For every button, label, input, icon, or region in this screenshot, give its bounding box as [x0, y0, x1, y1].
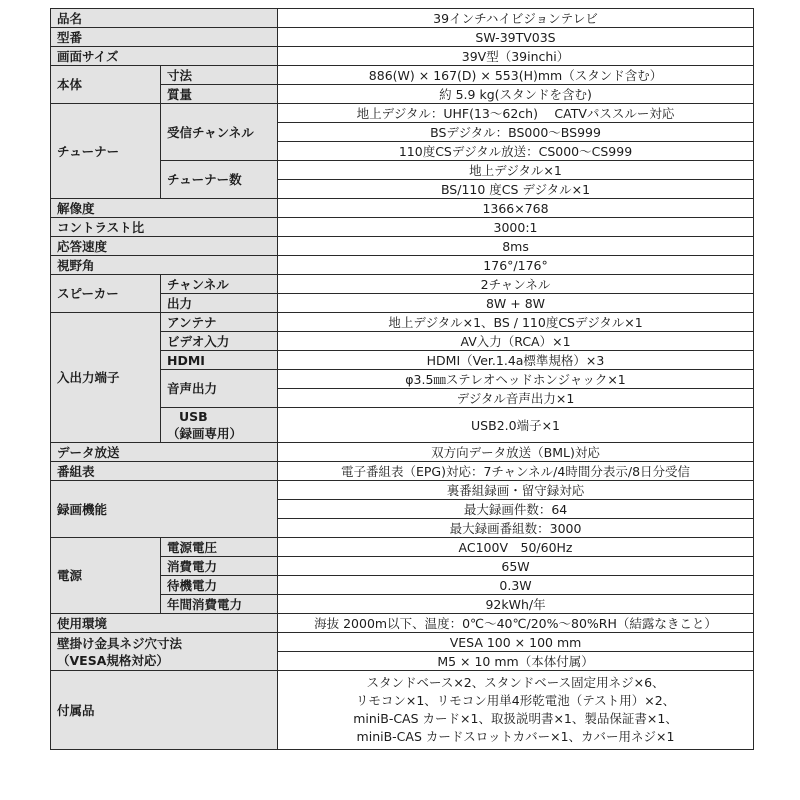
row-accessories: [51, 671, 754, 750]
video-in-label: ビデオ入力: [161, 332, 278, 351]
accessories-line: スタンドベース×2、スタンドベース固定用ネジ×6、: [366, 675, 665, 690]
tuner-channels-value: 110度CSデジタル放送：CS000〜CS999: [278, 142, 754, 161]
tuner-count-label: チューナー数: [161, 161, 278, 199]
speaker-channels-value: 2チャンネル: [278, 275, 754, 294]
recording-value: 最大録画番組数：3000: [278, 519, 754, 538]
row-contrast: [51, 218, 754, 237]
contrast-label: コントラスト比: [51, 218, 278, 237]
row-tuner-channels-1: [51, 104, 754, 123]
accessories-label: 付属品: [51, 671, 278, 750]
audio-out-value: デジタル音声出力×1: [278, 389, 754, 408]
hdmi-value: HDMI（Ver.1.4a標準規格）×3: [278, 351, 754, 370]
tuner-channels-label: 受信チャンネル: [161, 104, 278, 161]
antenna-label: アンテナ: [161, 313, 278, 332]
wall-mount-label-line: 壁掛け金具ネジ穴寸法: [57, 635, 183, 651]
recording-value: 最大録画件数：64: [278, 500, 754, 519]
standby-value: 0.3W: [278, 576, 754, 595]
speaker-output-value: 8W + 8W: [278, 294, 754, 313]
consumption-label: 消費電力: [161, 557, 278, 576]
screen-size-label: 画面サイズ: [51, 47, 278, 66]
row-power-voltage: [51, 538, 754, 557]
standby-label: 待機電力: [161, 576, 278, 595]
usb-label-line: （録画専用）: [167, 426, 243, 441]
accessories-line: miniB-CAS カード×1、取扱説明書×1、製品保証書×1、: [353, 711, 678, 726]
body-label: 本体: [51, 66, 161, 104]
speaker-output-label: 出力: [161, 294, 278, 313]
audio-out-label: 音声出力: [161, 370, 278, 408]
environment-label: 使用環境: [51, 614, 278, 633]
voltage-value: AC100V 50/60Hz: [278, 538, 754, 557]
video-in-value: AV入力（RCA）×1: [278, 332, 754, 351]
viewing-angle-label: 視野角: [51, 256, 278, 275]
speaker-label: スピーカー: [51, 275, 161, 313]
wall-mount-value: M5 × 10 mm（本体付属）: [278, 652, 754, 671]
spec-table: [50, 8, 754, 750]
contrast-value: 3000:1: [278, 218, 754, 237]
tuner-channels-value: BSデジタル：BS000〜BS999: [278, 123, 754, 142]
accessories-value: [278, 671, 754, 750]
resolution-label: 解像度: [51, 199, 278, 218]
screen-size-value: 39V型（39inchi）: [278, 47, 754, 66]
weight-value: 約 5.9 kg(スタンドを含む): [278, 85, 754, 104]
accessories-line: miniB-CAS カードスロットカバー×1、カバー用ネジ×1: [356, 729, 675, 744]
wall-mount-label: [51, 633, 278, 671]
row-io-antenna: [51, 313, 754, 332]
annual-label: 年間消費電力: [161, 595, 278, 614]
accessories-line: リモコン×1、リモコン用単4形乾電池（テスト用）×2、: [355, 693, 676, 708]
row-wall-mount-1: [51, 633, 754, 652]
consumption-value: 65W: [278, 557, 754, 576]
row-response: [51, 237, 754, 256]
response-label: 応答速度: [51, 237, 278, 256]
hdmi-label: HDMI: [161, 351, 278, 370]
data-broadcast-value: 双方向データ放送（BML)対応: [278, 443, 754, 462]
row-model: [51, 28, 754, 47]
response-value: 8ms: [278, 237, 754, 256]
usb-label-line: USB: [179, 409, 208, 424]
io-label: 入出力端子: [51, 313, 161, 443]
data-broadcast-label: データ放送: [51, 443, 278, 462]
environment-value: 海抜 2000m以下、温度：0℃〜40℃/20%〜80%RH（結露なきこと）: [278, 614, 754, 633]
audio-out-value: φ3.5㎜ステレオヘッドホンジャック×1: [278, 370, 754, 389]
recording-value: 裏番組録画・留守録対応: [278, 481, 754, 500]
model-label: 型番: [51, 28, 278, 47]
resolution-value: 1366×768: [278, 199, 754, 218]
row-product-name: [51, 9, 754, 28]
speaker-channels-label: チャンネル: [161, 275, 278, 294]
antenna-value: 地上デジタル×1、BS / 110度CSデジタル×1: [278, 313, 754, 332]
epg-value: 電子番組表（EPG)対応：7チャンネル/4時間分表示/8日分受信: [278, 462, 754, 481]
row-speaker-channels: [51, 275, 754, 294]
annual-value: 92kWh/年: [278, 595, 754, 614]
row-resolution: [51, 199, 754, 218]
tuner-label: チューナー: [51, 104, 161, 199]
row-data-broadcast: [51, 443, 754, 462]
row-environment: [51, 614, 754, 633]
usb-value: USB2.0端子×1: [278, 408, 754, 443]
wall-mount-value: VESA 100 × 100 mm: [278, 633, 754, 652]
power-label: 電源: [51, 538, 161, 614]
model-value: SW-39TV03S: [278, 28, 754, 47]
epg-label: 番組表: [51, 462, 278, 481]
tuner-channels-value: 地上デジタル：UHF(13〜62ch) CATVパススルー対応: [278, 104, 754, 123]
product-name-label: 品名: [51, 9, 278, 28]
row-body-dimensions: [51, 66, 754, 85]
tuner-count-value: 地上デジタル×1: [278, 161, 754, 180]
voltage-label: 電源電圧: [161, 538, 278, 557]
recording-label: 録画機能: [51, 481, 278, 538]
dimensions-value: 886(W) × 167(D) × 553(H)mm（スタンド含む）: [278, 66, 754, 85]
product-name-value: 39インチハイビジョンテレビ: [278, 9, 754, 28]
row-screen-size: [51, 47, 754, 66]
usb-label: [161, 408, 278, 443]
dimensions-label: 寸法: [161, 66, 278, 85]
weight-label: 質量: [161, 85, 278, 104]
row-epg: [51, 462, 754, 481]
viewing-angle-value: 176°/176°: [278, 256, 754, 275]
tuner-count-value: BS/110 度CS デジタル×1: [278, 180, 754, 199]
row-recording-1: [51, 481, 754, 500]
row-viewing-angle: [51, 256, 754, 275]
wall-mount-label-line: （VESA規格対応）: [57, 652, 169, 668]
